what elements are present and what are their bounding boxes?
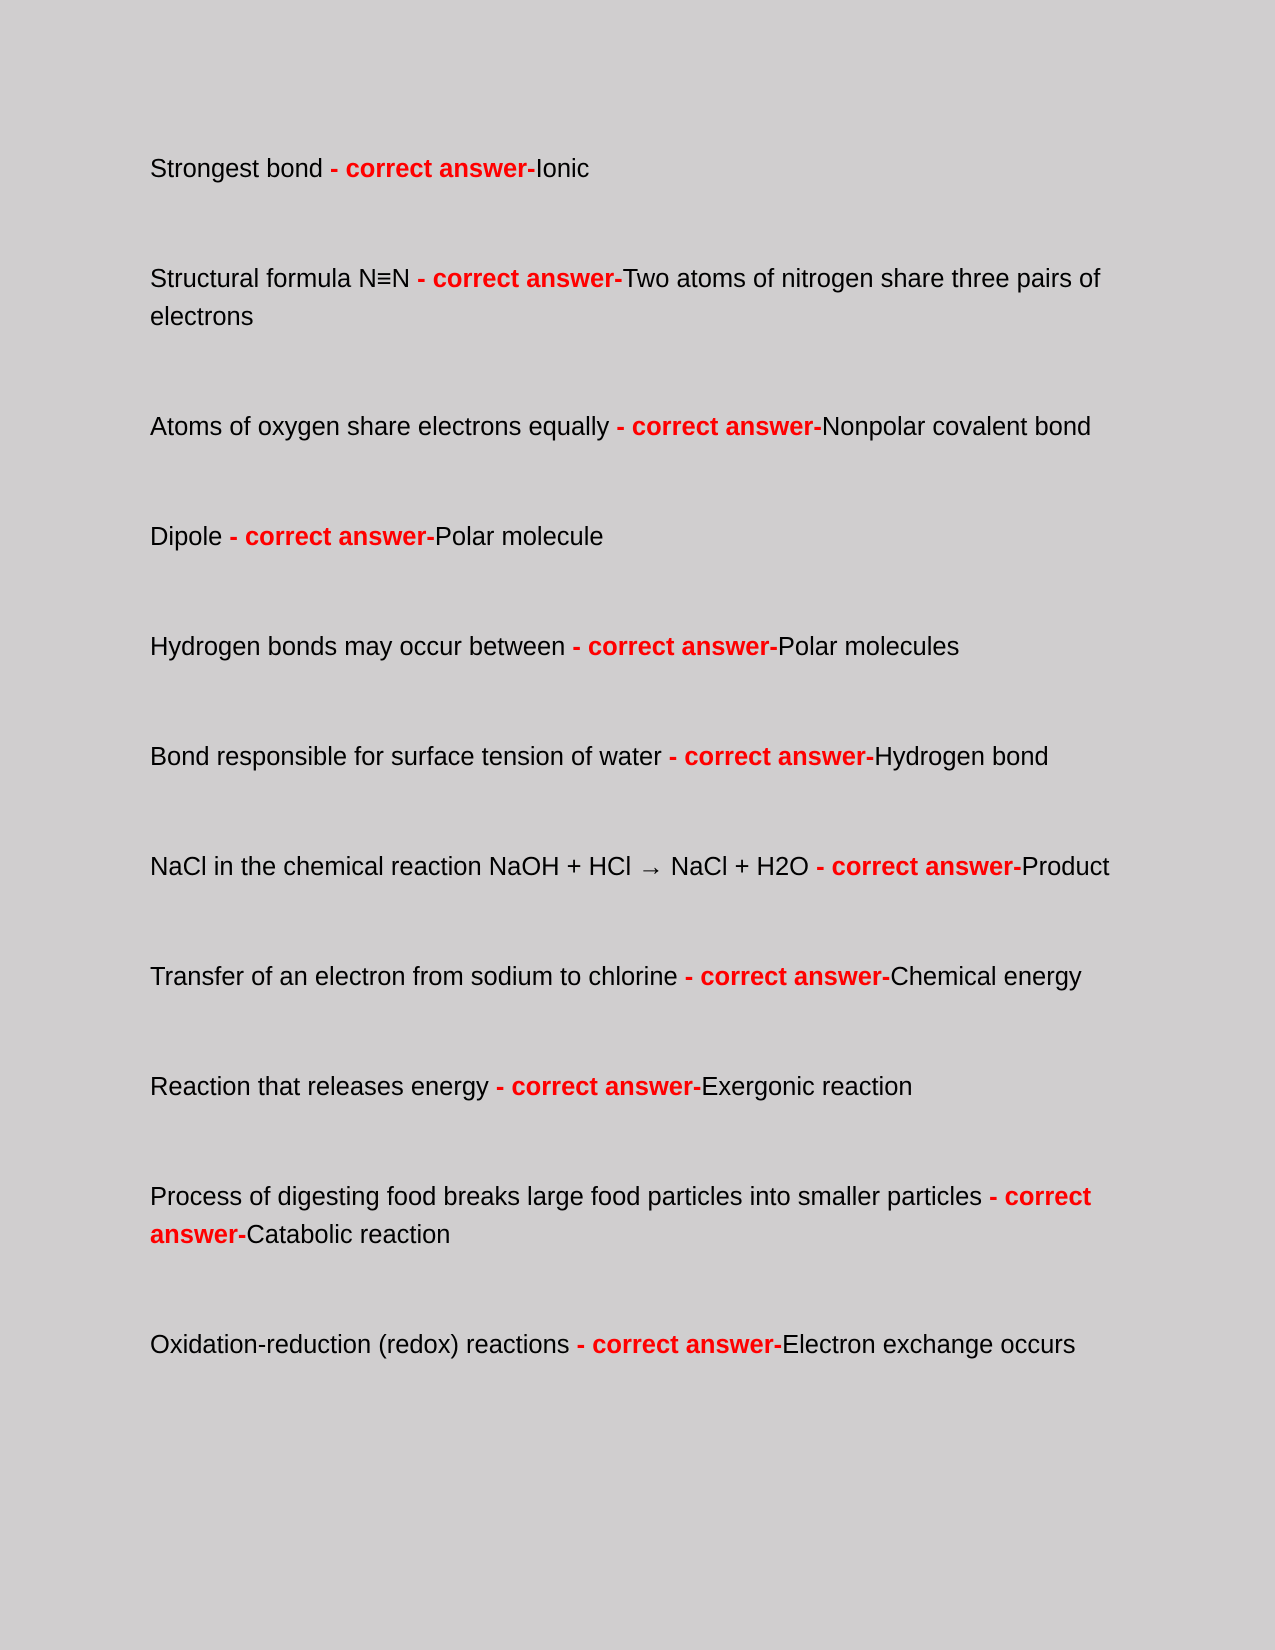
question-text: Reaction that releases energy	[150, 1073, 489, 1101]
answer-text: Product	[1021, 853, 1110, 881]
qa-item	[150, 628, 1130, 666]
answer-separator: - correct answer-	[565, 633, 778, 661]
question-text: Oxidation-reduction (redox) reactions	[150, 1331, 570, 1359]
answer-text: Ionic	[535, 155, 590, 183]
answer-separator: - correct answer-	[808, 853, 1022, 881]
answer-separator: - correct answer-	[222, 523, 435, 551]
answer-separator: - correct answer-	[322, 155, 536, 183]
qa-item	[150, 260, 1130, 336]
answer-text: Two atoms of nitrogen share three pairs of electrons	[150, 265, 1101, 331]
qa-item	[150, 1178, 1130, 1254]
answer-separator: - correct answer-	[609, 413, 822, 441]
answer-separator: - correct answer-	[488, 1073, 702, 1101]
document-page	[150, 150, 1130, 1364]
qa-item	[150, 150, 1130, 188]
qa-item	[150, 958, 1130, 996]
question-text: Transfer of an electron from sodium to chlorine	[150, 963, 678, 991]
qa-item	[150, 518, 1130, 556]
question-text: Bond responsible for surface tension of water	[150, 743, 662, 771]
qa-item	[150, 848, 1130, 886]
answer-text: Catabolic reaction	[246, 1221, 451, 1249]
answer-text: Hydrogen bond	[874, 743, 1049, 771]
answer-separator: - correct answer-	[150, 1183, 1092, 1249]
question-text: Hydrogen bonds may occur between	[150, 633, 566, 661]
answer-separator: - correct answer-	[569, 1331, 783, 1359]
answer-separator: - correct answer-	[677, 963, 891, 991]
question-text: Process of digesting food breaks large food particles into smaller particles	[150, 1183, 982, 1211]
qa-item	[150, 408, 1130, 446]
answer-text: Polar molecules	[777, 633, 960, 661]
question-text: NaCl in the chemical reaction NaOH + HCl → NaCl + H2O	[150, 853, 809, 881]
answer-text: Exergonic reaction	[701, 1073, 913, 1101]
qa-item	[150, 1068, 1130, 1106]
answer-text: Chemical energy	[890, 963, 1082, 991]
question-text: Atoms of oxygen share electrons equally	[150, 413, 610, 441]
answer-text: Nonpolar covalent bond	[821, 413, 1092, 441]
question-text: Dipole	[150, 523, 223, 551]
answer-text: Polar molecule	[434, 523, 604, 551]
qa-item	[150, 1326, 1130, 1364]
answer-separator: - correct answer-	[661, 743, 875, 771]
answer-text: Electron exchange occurs	[782, 1331, 1076, 1359]
question-text: Strongest bond	[150, 155, 323, 183]
question-text: Structural formula N≡N	[150, 265, 411, 293]
answer-separator: - correct answer-	[410, 265, 623, 293]
qa-item	[150, 738, 1130, 776]
